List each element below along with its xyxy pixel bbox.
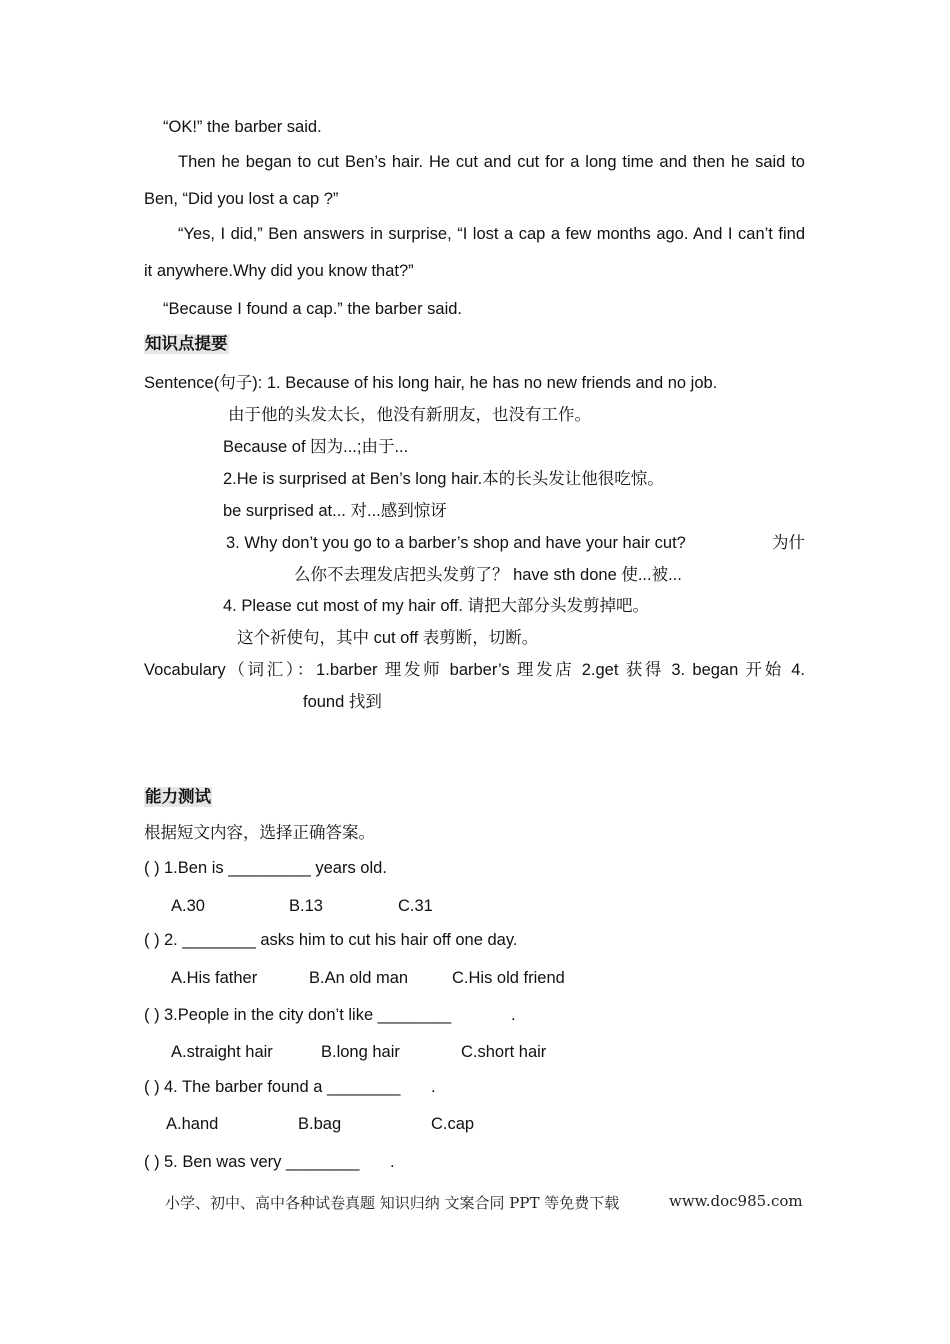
question-period: . (511, 1006, 516, 1024)
answer-bracket: ( ) (144, 931, 160, 949)
option-c: C.short hair (461, 1043, 547, 1061)
option-b: B.long hair (321, 1043, 400, 1061)
question-text: 3.People in the city don’t like ________ (164, 1006, 452, 1024)
sentence-item: 3. Why don’t you go to a barber’s shop and have your hair cut? (226, 534, 686, 552)
answer-bracket: ( ) (144, 1078, 160, 1096)
question-period: . (431, 1078, 436, 1096)
phrase-note: 这个祈使句，其中 cut off 表剪断，切断。 (237, 629, 539, 647)
question-text: 1.Ben is _________ years old. (164, 859, 387, 877)
option-c: C.His old friend (452, 969, 565, 987)
footer-url[interactable]: www.doc985.com (669, 1192, 803, 1210)
story-line: “OK!” the barber said. (163, 118, 322, 136)
footer-text: 小学、初中、高中各种试卷真题 知识归纳 文案合同 PPT 等免费下载 (165, 1194, 620, 1212)
question-text: 4. The barber found a ________ (164, 1078, 401, 1096)
option-b: B.An old man (309, 969, 409, 987)
phrase-note: Because of 因为...;由于... (223, 438, 409, 456)
question-text: 5. Ben was very ________ (164, 1153, 360, 1171)
option-b: B.bag (298, 1115, 342, 1133)
story-line: Then he began to cut Ben’s hair. He cut and cut for a long time and then he said to (178, 153, 805, 171)
option-a: A.straight hair (171, 1043, 273, 1061)
vocabulary-line: found 找到 (303, 693, 382, 711)
sentence-translation: 么你不去理发店把头发剪了？ have sth done 使...被... (294, 566, 682, 584)
option-c: C.cap (431, 1115, 475, 1133)
option-a: A.His father (171, 969, 258, 987)
story-line: “Yes, I did,” Ben answers in surprise, “I lost a cap a few months ago. And I can’t find (178, 225, 805, 243)
question-text: 2. ________ asks him to cut his hair off one day. (164, 931, 518, 949)
sentence-item: 2.He is surprised at Ben’s long hair.本的长头发让他很吃惊。 (223, 470, 664, 488)
answer-bracket: ( ) (144, 859, 160, 877)
option-c: C.31 (398, 897, 433, 915)
story-line: it anywhere.Why did you know that?” (144, 262, 414, 280)
sentence-item: Sentence(句子): 1. Because of his long hair, he has no new friends and no job. (144, 374, 718, 392)
sentence-item-tail: 为什 (772, 534, 805, 552)
story-line: “Because I found a cap.” the barber said. (163, 300, 463, 318)
sentence-translation: 由于他的头发太长，他没有新朋友，也没有工作。 (228, 406, 591, 424)
story-line: Ben, “Did you lost a cap ?” (144, 190, 339, 208)
sentence-item: 4. Please cut most of my hair off. 请把大部分头发剪掉吧。 (223, 597, 650, 615)
option-a: A.hand (166, 1115, 219, 1133)
section-heading-knowledge: 知识点提要 (145, 335, 228, 353)
vocabulary-line: Vocabulary（词汇）：1.barber 理发师 barber’s 理发店 2.get 获得 3. began 开始 4. (144, 661, 805, 679)
phrase-note: be surprised at... 对...感到惊讶 (223, 502, 447, 520)
answer-bracket: ( ) (144, 1153, 160, 1171)
option-a: A.30 (171, 897, 205, 915)
section-heading-test: 能力测试 (145, 788, 211, 806)
question-period: . (390, 1153, 395, 1171)
answer-bracket: ( ) (144, 1006, 160, 1024)
option-b: B.13 (289, 897, 323, 915)
test-instruction: 根据短文内容，选择正确答案。 (144, 824, 375, 842)
